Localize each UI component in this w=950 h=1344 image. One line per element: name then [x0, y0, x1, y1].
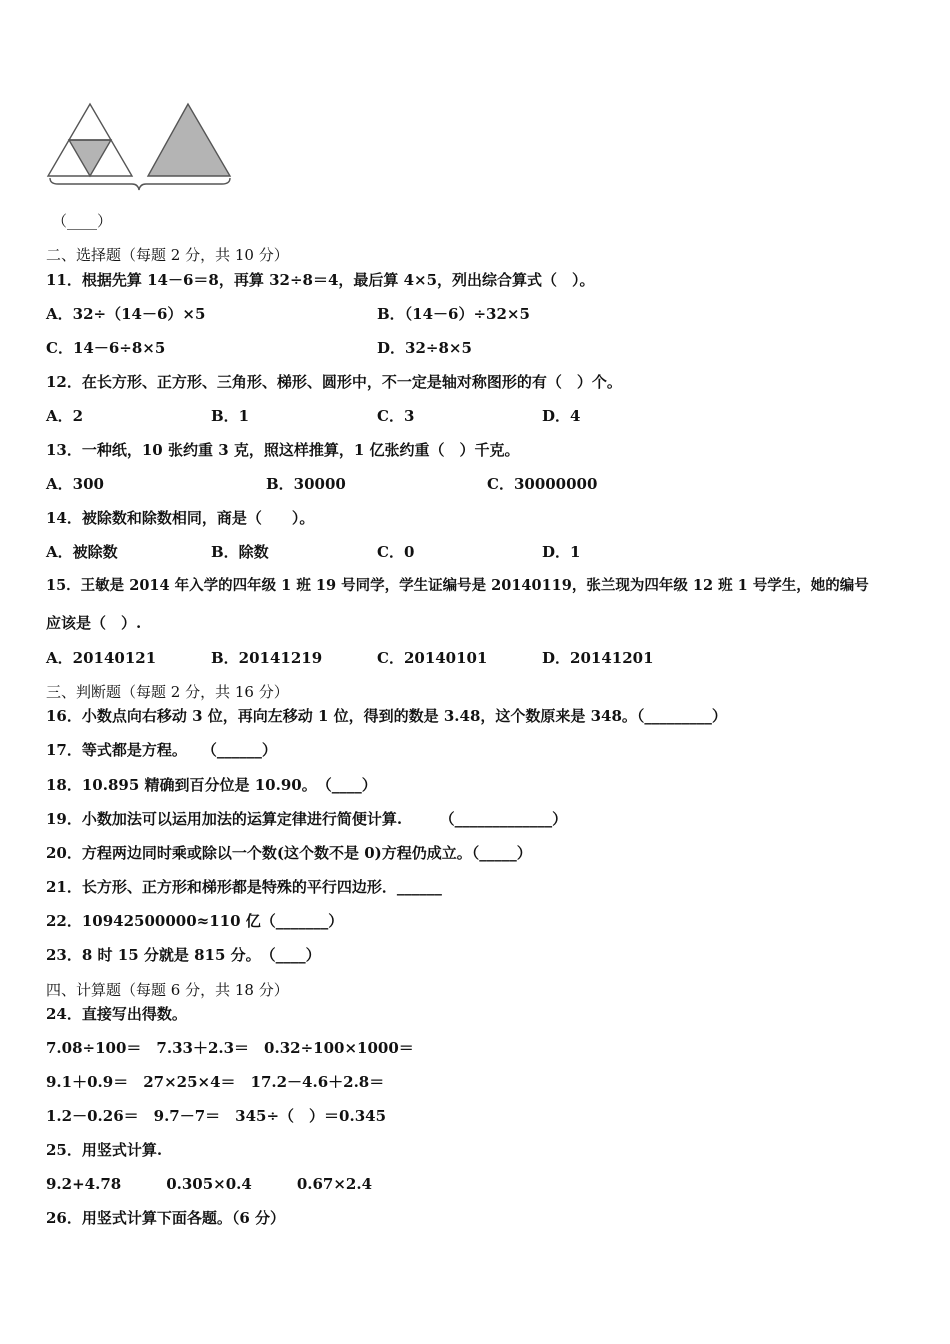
q13-option-c[interactable]: C．30000000 [487, 475, 598, 493]
triangle-drawing [44, 100, 244, 192]
q12-option-b[interactable]: B．1 [211, 407, 250, 425]
q15-option-b[interactable]: B．20141219 [211, 649, 323, 667]
q14-text: 14．被除数和除数相同，商是（ ）。 [46, 509, 315, 527]
q21-text[interactable]: 21．长方形、正方形和梯形都是特殊的平行四边形．______ [46, 878, 442, 896]
q19-text[interactable]: 19．小数加法可以运用加法的运算定律进行简便计算. （_____________） [46, 810, 568, 828]
q11-option-d[interactable]: D．32÷8×5 [377, 339, 472, 357]
q18-text[interactable]: 18．10.895 精确到百分位是 10.90。 （____） [46, 776, 377, 794]
q12-option-d[interactable]: D．4 [542, 407, 581, 425]
q20-text[interactable]: 20．方程两边同时乘或除以一个数(这个数不是 0)方程仍成立。（_____） [46, 844, 532, 862]
q12-option-c[interactable]: C．3 [377, 407, 415, 425]
figure-answer-blank[interactable]: （____） [52, 212, 113, 230]
q11-option-b[interactable]: B．（14－6）÷32×5 [377, 305, 530, 323]
q14-option-c[interactable]: C．0 [377, 543, 415, 561]
q15-option-c[interactable]: C．20140101 [377, 649, 488, 667]
q23-text[interactable]: 23．8 时 15 分就是 815 分。 （____） [46, 946, 321, 964]
q14-option-d[interactable]: D．1 [542, 543, 581, 561]
q13-text: 13．一种纸，10 张约重 3 克，照这样推算，1 亿张约重（ ）千克。 [46, 441, 520, 459]
brace-icon [50, 178, 230, 190]
q22-text[interactable]: 22．10942500000≈110 亿（_______） [46, 912, 344, 930]
q11-option-c[interactable]: C．14－6÷8×5 [46, 339, 166, 357]
q16-text[interactable]: 16．小数点向右移动 3 位，再向左移动 1 位，得到的数是 3.48，这个数原来是 348。（_________） [46, 707, 727, 725]
q24-row1: 7.08÷100＝ 7.33＋2.3＝ 0.32÷100×1000＝ [46, 1039, 414, 1057]
q11-option-a[interactable]: A．32÷（14－6）×5 [46, 305, 206, 323]
q26-text: 26．用竖式计算下面各题。（6 分） [46, 1209, 286, 1227]
section3-heading: 三、判断题（每题 2 分，共 16 分） [46, 683, 289, 701]
q24-row2: 9.1＋0.9＝ 27×25×4＝ 17.2－4.6＋2.8＝ [46, 1073, 385, 1091]
q11-text: 11．根据先算 14－6＝8，再算 32÷8＝4，最后算 4×5，列出综合算式（ ）。 [46, 271, 595, 289]
right-shaded-triangle [148, 104, 230, 176]
section4-heading: 四、计算题（每题 6 分，共 18 分） [46, 981, 289, 999]
q12-option-a[interactable]: A．2 [46, 407, 84, 425]
q14-option-a[interactable]: A．被除数 [46, 543, 118, 561]
q15-text-line2: 应该是（ ）. [46, 614, 142, 632]
q14-option-b[interactable]: B．除数 [211, 543, 269, 561]
q15-text-line1: 15．王敏是 2014 年入学的四年级 1 班 19 号同学，学生证编号是 20140119，张兰现为四年级 12 班 1 号学生，她的编号 [46, 577, 869, 594]
q13-option-a[interactable]: A．300 [46, 475, 104, 493]
q17-text[interactable]: 17．等式都是方程。 （______） [46, 741, 277, 759]
q15-option-a[interactable]: A．20140121 [46, 649, 157, 667]
q25-text: 25．用竖式计算. [46, 1141, 163, 1159]
q25-row1: 9.2+4.78 0.305×0.4 0.67×2.4 [46, 1175, 373, 1193]
q12-text: 12．在长方形、正方形、三角形、梯形、圆形中，不一定是轴对称图形的有（ ）个。 [46, 373, 622, 391]
section2-heading: 二、选择题（每题 2 分，共 10 分） [46, 246, 289, 264]
q15-option-d[interactable]: D．20141201 [542, 649, 654, 667]
q24-row3: 1.2－0.26＝ 9.7－7＝ 345÷（ ）＝0.345 [46, 1107, 387, 1125]
q13-option-b[interactable]: B．30000 [266, 475, 346, 493]
triangle-figure [44, 100, 244, 196]
q24-text: 24．直接写出得数。 [46, 1005, 187, 1023]
